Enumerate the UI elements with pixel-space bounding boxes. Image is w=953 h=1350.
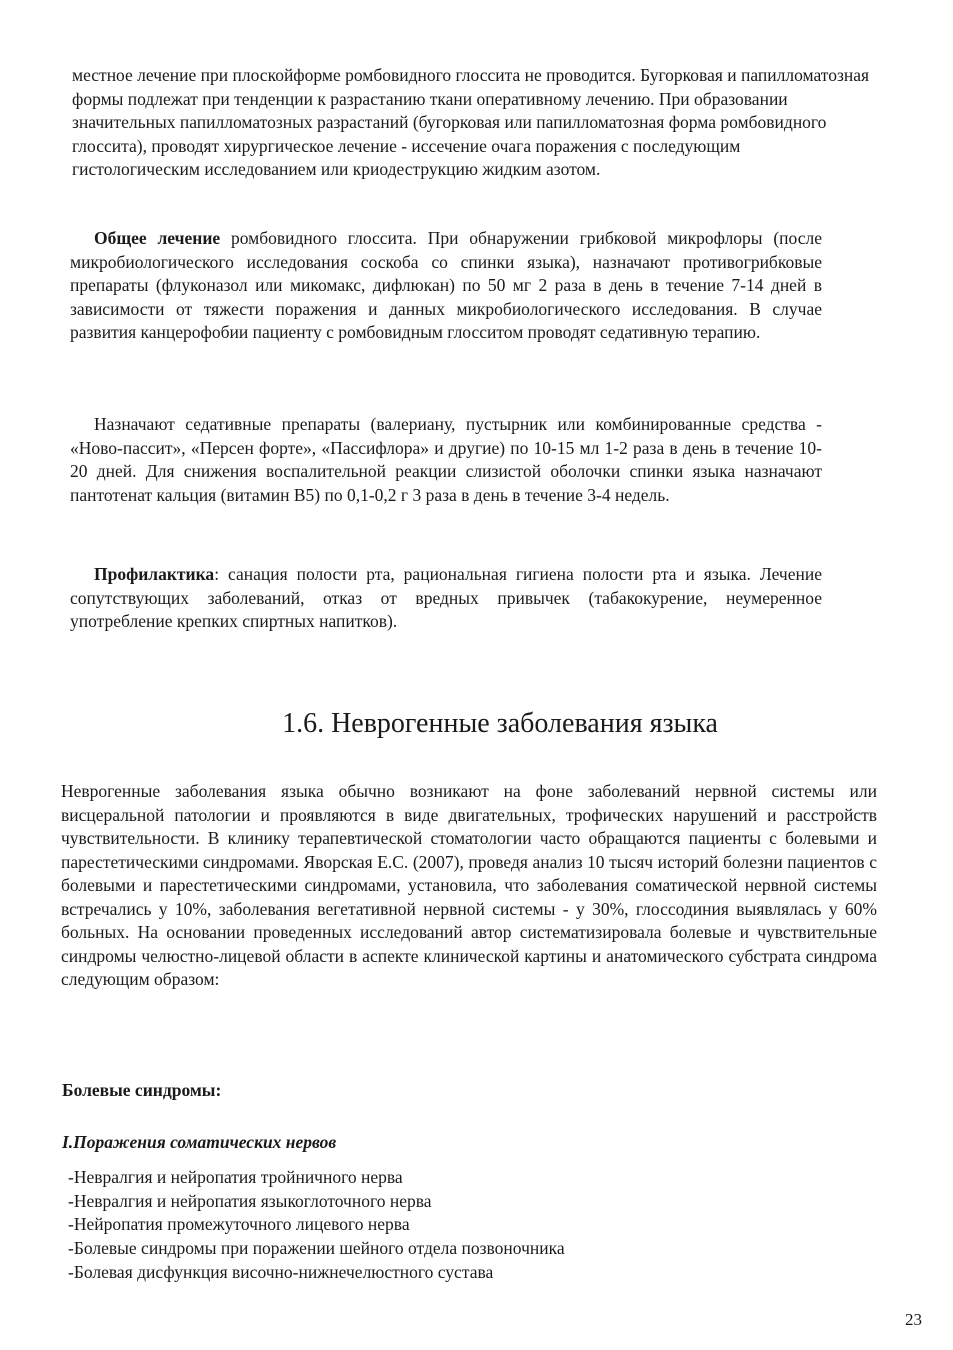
list-item: -Болевые синдромы при поражении шейного отдела позвоночника [68, 1238, 565, 1259]
paragraph-surgical-treatment: местное лечение при плоскойформе ромбовидного глоссита не проводится. Бугорковая и папилломатозная формы подлежат при тенденции к разрастанию ткани оперативному лечению. При образовании значительных папилломатозных разрастаний (бугорковая или папилломатозная форма ромбовидного глоссита), проводят хирургическое лечение - иссечение очага поражения с последующим гистологическим исследованием или криодеструкцию жидким азотом. [72, 65, 870, 179]
paragraph-sedatives: Назначают седативные препараты (валериану, пустырник или комбинированные средства - «Ново-пассит», «Персен форте», «Пассифлора» и другие) по 10-15 мл 1-2 раза в день в течение 10-20 дней. Для снижения воспалительной реакции слизистой оболочки спинки языка назначают пантотенат кальция (витамин В5) по 0,1-0,2 г 3 раза в день в течение 3-4 недель. [70, 414, 822, 505]
list-item: -Болевая дисфункция височно-нижнечелюстного сустава [68, 1261, 494, 1282]
page-number: 23 [905, 1310, 922, 1329]
bold-lead-general-treatment: Общее лечение [94, 228, 221, 248]
subheading-somatic-nerves: I.Поражения соматических нервов [62, 1132, 337, 1152]
bold-lead-prevention: Профилактика [94, 564, 215, 584]
subheading-pain-syndromes: Болевые синдромы: [62, 1080, 222, 1100]
paragraph-prevention [70, 563, 822, 634]
paragraph-general-treatment-text: ромбовидного глоссита. При обнаружении грибковой микрофлоры (после микробиологического исследования соскоба со спинки языка), назначают противогрибковые препараты (флуконазол или микомакс, дифлюкан) по 50 мг 2 раза в день в течение 7-14 дней в зависимости от тяжести поражения и данных микробиологического исследования. В случае развития канцерофобии пациенту с ромбовидным глосситом проводят седативную терапию. [70, 228, 822, 342]
list-item: -Невралгия и нейропатия языкоглоточного нерва [68, 1190, 432, 1211]
section-heading: 1.6. Неврогенные заболевания языка [282, 708, 718, 739]
syndrome-list [68, 1166, 565, 1285]
list-item: -Нейропатия промежуточного лицевого нерва [68, 1214, 410, 1235]
paragraph-neurogenic-intro: Неврогенные заболевания языка обычно возникают на фоне заболеваний нервной системы или висцеральной патологии и проявляются в виде двигательных, трофических нарушений и расстройств чувствительности. В клинику терапевтической стоматологии часто обращаются пациенты с болевыми и парестетическими синдромами. Яворская Е.С. (2007), проведя анализ 10 тысяч историй болезни пациентов с болевыми и парестетическими синдромами, установила, что заболевания соматической нервной системы встречались у 10%, заболевания вегетативной нервной системы - у 30%, глоссодиния выявлялась у 60% больных. На основании проведенных исследований автор систематизировала болевые и чувствительные синдромы челюстно-лицевой области в аспекте клинической картины и анатомического субстрата синдрома следующим образом: [61, 781, 877, 989]
list-item: -Невралгия и нейропатия тройничного нерва [68, 1167, 403, 1187]
paragraph-general-treatment [70, 227, 822, 345]
paragraph-prevention-text: : санация полости рта, рациональная гигиена полости рта и языка. Лечение сопутствующих заболеваний, отказ от вредных привычек (табакокурение, неумеренное употребление крепких спиртных напитков). [70, 564, 822, 631]
